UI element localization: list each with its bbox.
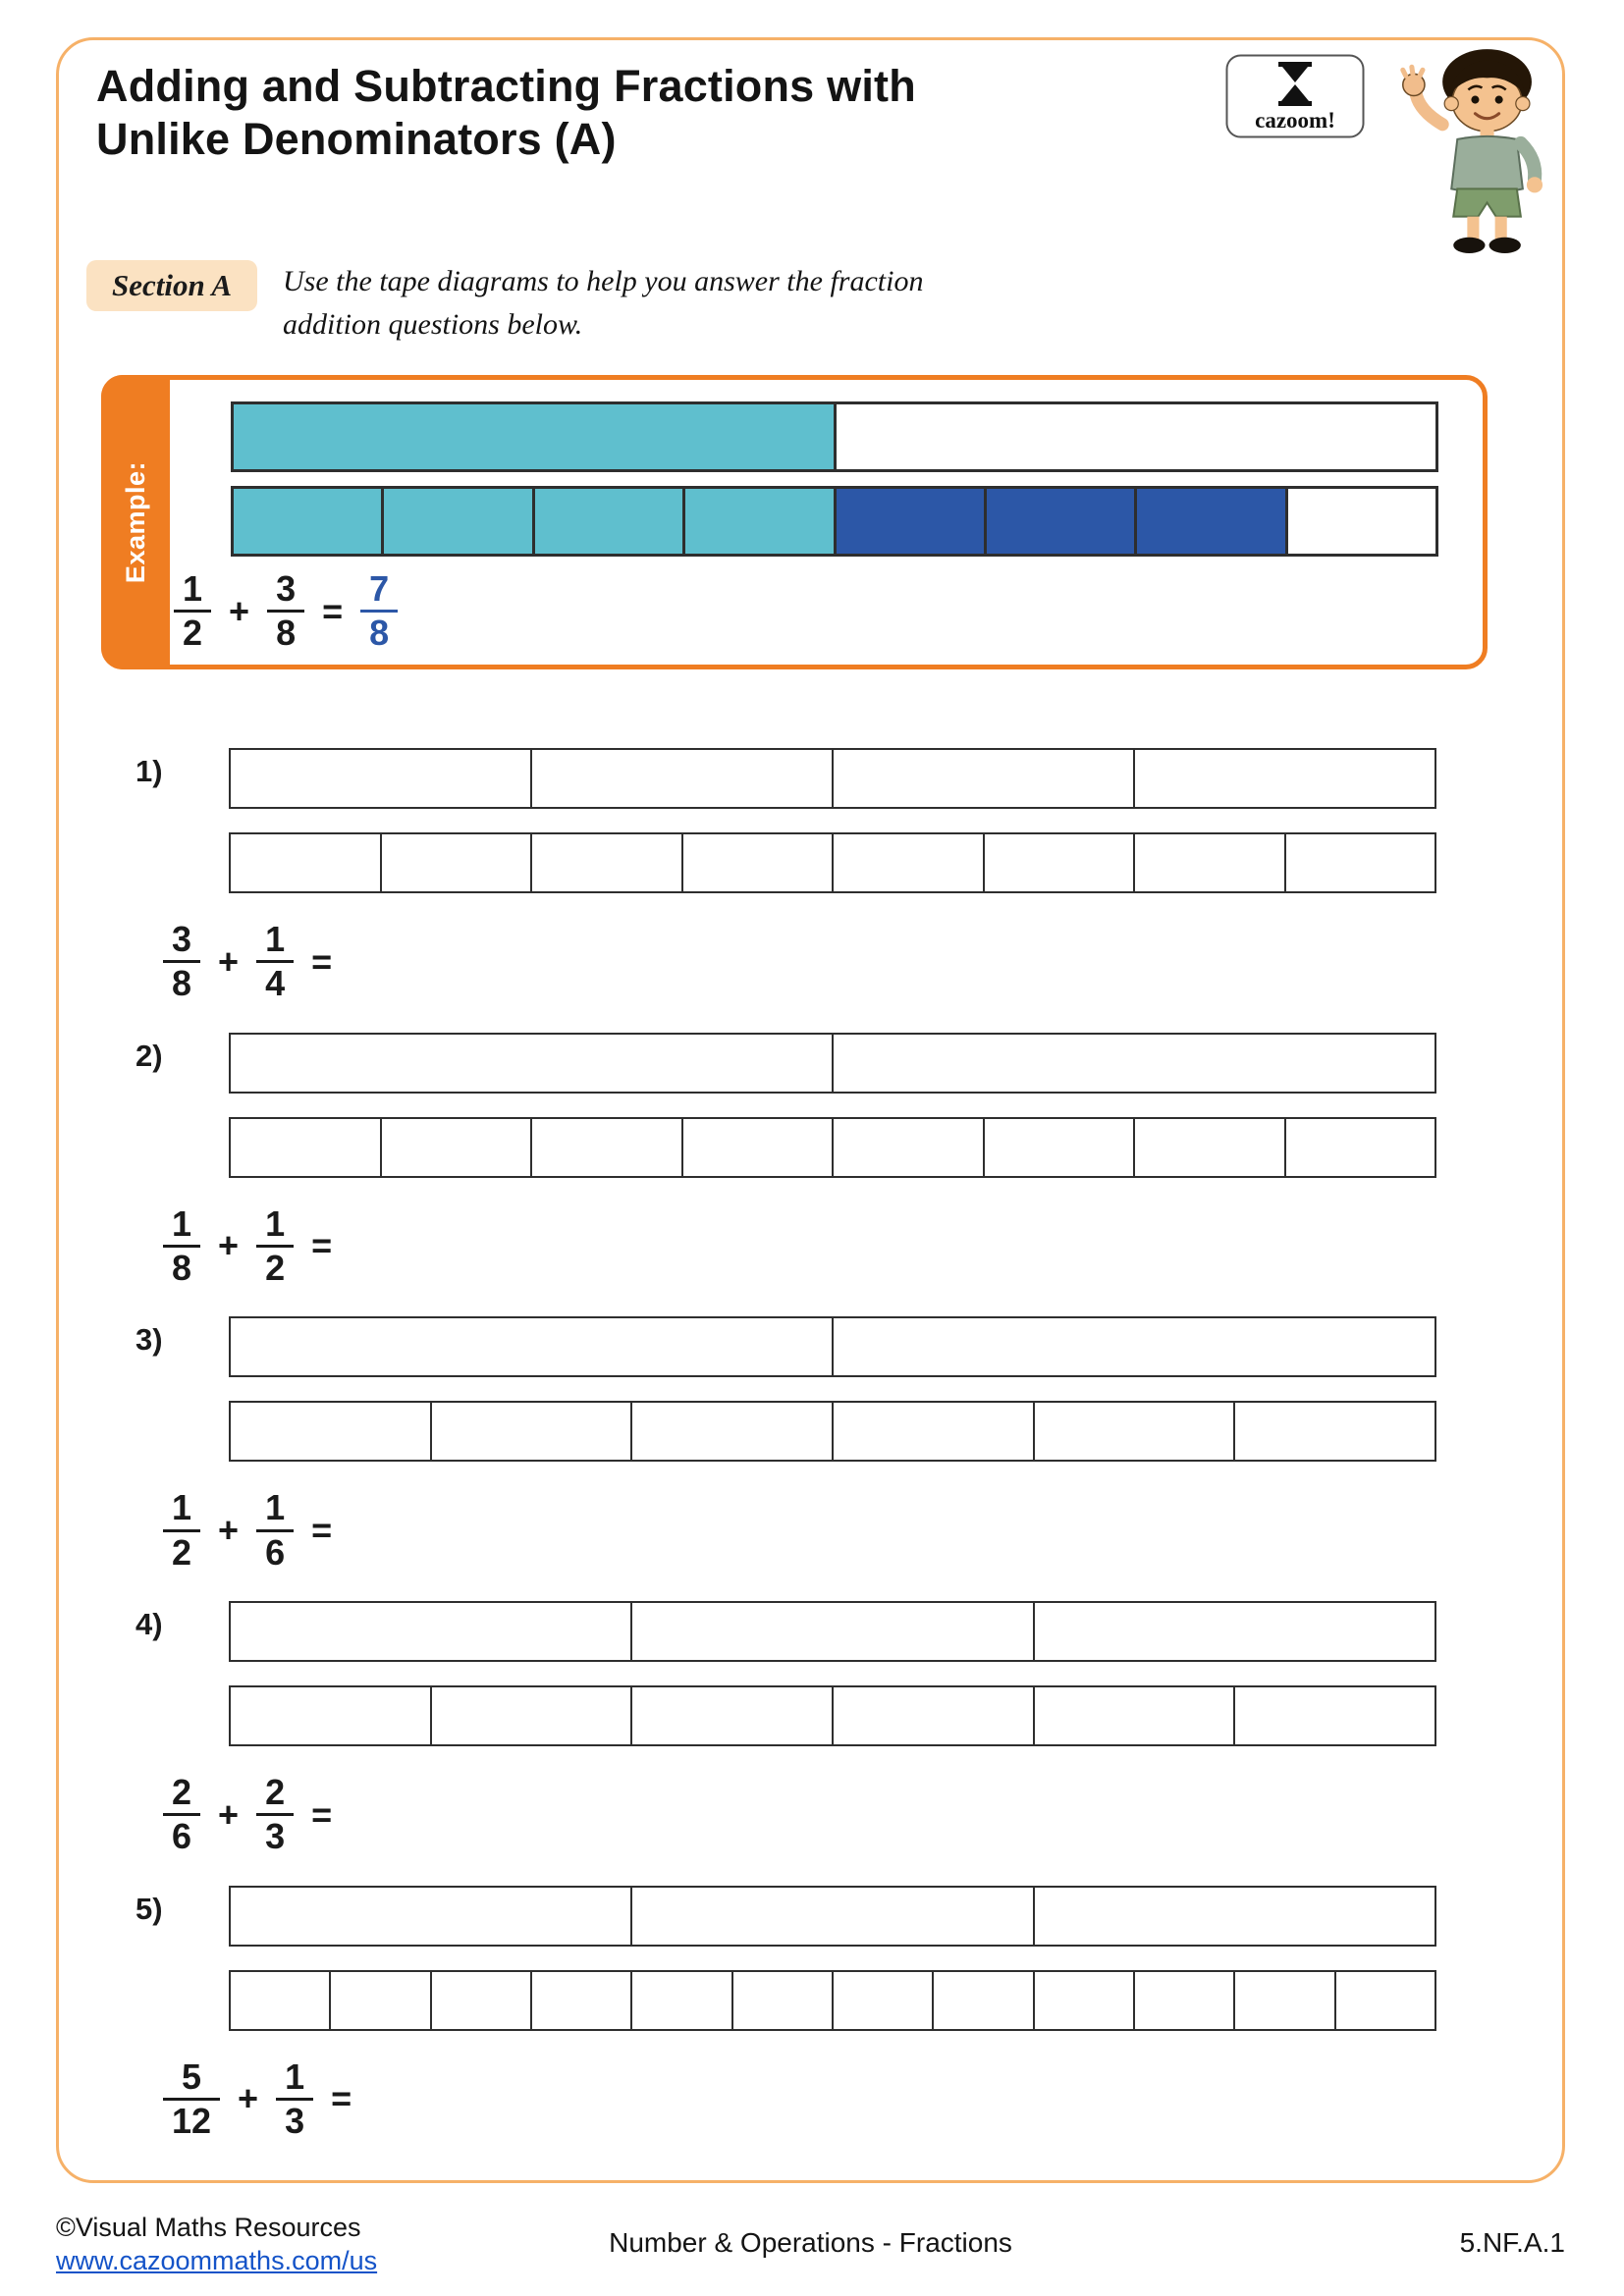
tape-diagram — [229, 1970, 1436, 2031]
tape-cell — [834, 1035, 1435, 1092]
tape-cell — [432, 1403, 633, 1460]
tape-cell — [834, 1119, 985, 1176]
tape-cell — [632, 1972, 732, 2029]
tape-cell — [834, 1687, 1035, 1744]
numerator: 1 — [183, 568, 203, 609]
numerator: 1 — [285, 2056, 305, 2097]
tape-diagram — [229, 1117, 1436, 1178]
tape-cell — [234, 489, 384, 554]
tape-cell — [834, 1318, 1435, 1375]
tape-diagram — [229, 832, 1436, 893]
tape-diagram — [229, 748, 1436, 809]
tape-cell — [1135, 1119, 1286, 1176]
tape-cell — [1235, 1687, 1435, 1744]
example-tab — [101, 375, 170, 669]
tape-cell — [1336, 1972, 1435, 2029]
instruction-text — [283, 260, 923, 346]
numerator: 7 — [369, 568, 390, 609]
tape-cell — [1235, 1972, 1335, 2029]
answer-fraction — [360, 568, 398, 655]
fraction — [267, 568, 304, 655]
plus-operator: + — [218, 1510, 240, 1551]
tape-cell — [683, 834, 835, 891]
plus-operator: + — [229, 590, 250, 631]
equals-operator: = — [311, 940, 333, 982]
fraction — [256, 1203, 294, 1290]
footer-left — [56, 2213, 609, 2276]
tape-cell — [834, 1403, 1035, 1460]
tape-cell — [432, 1972, 532, 2029]
tape-cell — [231, 1888, 632, 1945]
plus-operator: + — [218, 1225, 240, 1266]
denominator: 8 — [267, 610, 304, 654]
tape-cell — [535, 489, 685, 554]
tape-diagram — [229, 1316, 1436, 1377]
tape-cell — [384, 489, 534, 554]
section-a-row — [86, 260, 1562, 346]
tape-cell — [1035, 1972, 1135, 2029]
tape-diagram — [231, 486, 1438, 557]
tape-cell — [1286, 834, 1435, 891]
tape-cell — [632, 1603, 1034, 1660]
denominator: 2 — [174, 610, 211, 654]
denominator: 3 — [256, 1813, 294, 1857]
numerator: 3 — [276, 568, 297, 609]
question-equation — [163, 1772, 1562, 1858]
section-a-badge: Section A — [86, 260, 257, 311]
tape-cell — [234, 404, 837, 469]
tape-cell — [834, 1972, 934, 2029]
denominator: 3 — [276, 2098, 313, 2142]
numerator: 1 — [265, 1487, 286, 1528]
numerator: 1 — [172, 1487, 192, 1528]
tape-cell — [1286, 1119, 1435, 1176]
question-tapes — [229, 1316, 1436, 1462]
example-tapes — [231, 401, 1438, 557]
question-block-5 — [59, 1886, 1562, 2143]
tape-cell — [837, 489, 987, 554]
tape-cell — [231, 1687, 432, 1744]
tape-cell — [231, 1403, 432, 1460]
tape-cell — [532, 1119, 683, 1176]
tape-cell — [1035, 1603, 1435, 1660]
denominator: 12 — [163, 2098, 220, 2142]
tape-cell — [685, 489, 836, 554]
example-equation — [174, 568, 1483, 655]
numerator: 2 — [265, 1771, 286, 1812]
tape-cell — [1137, 489, 1287, 554]
tape-cell — [632, 1888, 1034, 1945]
tape-cell — [632, 1403, 834, 1460]
question-tapes — [229, 1601, 1436, 1746]
tape-cell — [834, 750, 1135, 807]
denominator: 8 — [360, 610, 398, 654]
equals-operator: = — [311, 1225, 333, 1266]
tape-cell — [432, 1687, 633, 1744]
fraction — [256, 1487, 294, 1574]
tape-cell — [231, 750, 532, 807]
fraction — [163, 1203, 200, 1290]
page-border-frame — [56, 37, 1565, 2183]
numerator: 1 — [172, 1202, 192, 1244]
tape-cell — [1035, 1403, 1236, 1460]
standard-code-label: 5.NF.A.1 — [1459, 2227, 1565, 2258]
plus-operator: + — [238, 2078, 259, 2119]
tape-cell — [532, 834, 683, 891]
title-line-2: Unlike Denominators (A) — [96, 114, 617, 164]
tape-cell — [837, 404, 1436, 469]
tape-diagram — [229, 1033, 1436, 1094]
fraction — [163, 1772, 200, 1858]
tape-cell — [1135, 1972, 1235, 2029]
tape-cell — [985, 1119, 1136, 1176]
denominator: 2 — [163, 1529, 200, 1574]
tape-cell — [985, 834, 1136, 891]
equals-operator: = — [331, 2078, 352, 2119]
question-number: 4) — [135, 1606, 163, 1641]
question-equation — [163, 1203, 1562, 1290]
plus-operator: + — [218, 940, 240, 982]
numerator: 1 — [265, 919, 286, 959]
footer — [56, 2213, 1565, 2276]
instruction-line-1: Use the tape diagrams to help you answer the fraction — [283, 265, 924, 297]
tape-cell — [1288, 489, 1435, 554]
tape-cell — [683, 1119, 835, 1176]
question-block-1 — [59, 748, 1562, 1005]
fraction — [256, 1772, 294, 1858]
tape-diagram — [229, 1685, 1436, 1746]
equals-operator: = — [322, 590, 344, 631]
example-body — [170, 380, 1483, 665]
tape-cell — [733, 1972, 834, 2029]
tape-cell — [987, 489, 1137, 554]
cazoom-logo — [1225, 54, 1365, 143]
tape-cell — [331, 1972, 431, 2029]
fraction — [163, 919, 200, 1005]
question-block-3 — [59, 1316, 1562, 1574]
question-block-4 — [59, 1601, 1562, 1858]
numerator: 1 — [265, 1202, 286, 1244]
hourglass-icon — [1225, 54, 1365, 138]
fraction — [174, 568, 211, 655]
tape-cell — [834, 834, 985, 891]
tape-diagram — [229, 1601, 1436, 1662]
numerator: 5 — [182, 2056, 202, 2097]
tape-cell — [1035, 1888, 1435, 1945]
fraction — [163, 1487, 200, 1574]
fraction — [163, 2056, 220, 2143]
logo-text: cazoom! — [1255, 108, 1335, 133]
question-equation — [163, 919, 1562, 1005]
boy-cartoon-icon — [1386, 40, 1578, 258]
equals-operator: = — [311, 1510, 333, 1551]
tape-diagram — [229, 1886, 1436, 1947]
tape-cell — [1035, 1687, 1236, 1744]
footer-topic-label: Number & Operations - Fractions — [609, 2227, 1012, 2258]
tape-cell — [231, 834, 382, 891]
question-number: 2) — [135, 1038, 163, 1073]
example-box — [101, 375, 1488, 669]
question-equation — [163, 1487, 1562, 1574]
denominator: 4 — [256, 960, 294, 1004]
numerator: 2 — [172, 1771, 192, 1812]
numerator: 3 — [172, 919, 192, 959]
title-line-1: Adding and Subtracting Fractions with — [96, 61, 916, 111]
tape-cell — [632, 1687, 834, 1744]
fraction — [256, 919, 294, 1005]
example-label: Example: — [120, 460, 150, 584]
question-number: 3) — [135, 1322, 163, 1358]
tape-cell — [231, 1035, 834, 1092]
tape-cell — [231, 1972, 331, 2029]
tape-cell — [532, 750, 834, 807]
question-number: 5) — [135, 1891, 163, 1926]
tape-cell — [382, 834, 533, 891]
question-tapes — [229, 1886, 1436, 2031]
question-equation — [163, 2056, 1562, 2143]
tape-cell — [231, 1119, 382, 1176]
denominator: 6 — [256, 1529, 294, 1574]
tape-cell — [231, 1318, 834, 1375]
question-tapes — [229, 748, 1436, 893]
tape-cell — [1235, 1403, 1435, 1460]
denominator: 6 — [163, 1813, 200, 1857]
tape-cell — [934, 1972, 1034, 2029]
question-tapes — [229, 1033, 1436, 1178]
questions-list — [59, 748, 1562, 2142]
tape-cell — [1135, 750, 1435, 807]
tape-diagram — [231, 401, 1438, 472]
equals-operator: = — [311, 1793, 333, 1835]
tape-cell — [231, 1603, 632, 1660]
denominator: 2 — [256, 1245, 294, 1289]
website-link[interactable]: www.cazoommaths.com/us — [56, 2246, 378, 2275]
plus-operator: + — [218, 1793, 240, 1835]
tape-cell — [532, 1972, 632, 2029]
denominator: 8 — [163, 960, 200, 1004]
tape-diagram — [229, 1401, 1436, 1462]
question-block-2 — [59, 1033, 1562, 1290]
denominator: 8 — [163, 1245, 200, 1289]
header — [59, 40, 1562, 248]
boy-mascot-illustration — [1386, 40, 1578, 263]
tape-cell — [1135, 834, 1286, 891]
copyright-text: ©Visual Maths Resources — [56, 2213, 361, 2242]
page-title — [96, 60, 916, 166]
question-number: 1) — [135, 754, 163, 788]
instruction-line-2: addition questions below. — [283, 307, 583, 341]
fraction — [276, 2056, 313, 2143]
tape-cell — [382, 1119, 533, 1176]
